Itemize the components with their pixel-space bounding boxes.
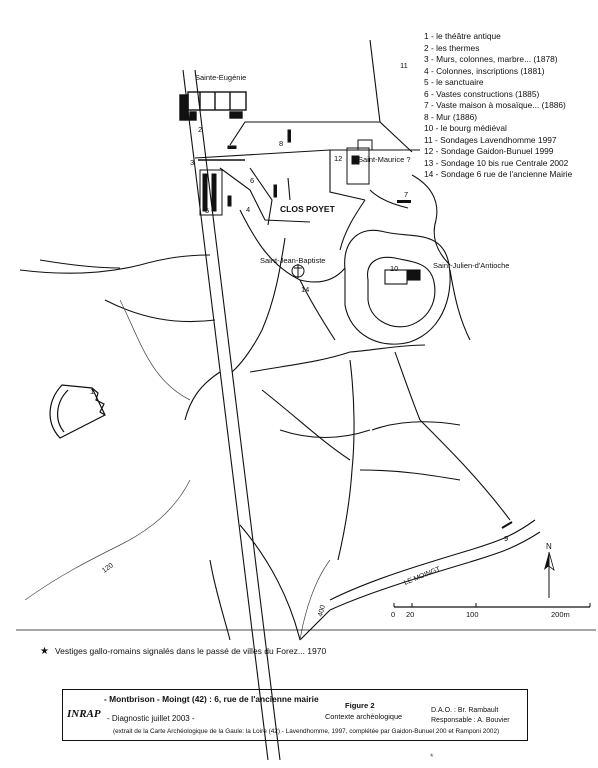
footnote-text: Vestiges gallo-romains signalés dans le passé de villes du Forez... 1970 xyxy=(54,646,327,656)
site-number-10: 10 xyxy=(390,264,399,273)
inrap-logo: INRAP xyxy=(67,708,101,720)
source-extract: (extrait de la Carte Archéologique de la Gaule: la Loire (42) - Lavendhomme, 1997, complétée par Gaidon-Bunuel 200 et Ramponi 2002) xyxy=(113,728,500,735)
site-number-9: 9 xyxy=(504,534,509,543)
contour-label-400: 400 xyxy=(317,604,327,618)
site-number-8: 8 xyxy=(279,139,284,148)
label-saint-maurice: Saint-Maurice ? xyxy=(358,155,411,164)
site-number-7: 7 xyxy=(404,190,409,199)
legend-item: 6 - Vastes constructions (1885) xyxy=(424,88,540,99)
church-symbol xyxy=(292,264,304,278)
legend-item: 10 - le bourg médiéval xyxy=(424,123,507,133)
north-label: N xyxy=(546,542,552,551)
site-number-11: 11 xyxy=(400,61,408,70)
contour-120 xyxy=(25,480,190,600)
dao-credit: D.A.O. : Br. Rambault xyxy=(431,707,499,714)
legend-item: 11 - Sondages Lavendhomme 1997 xyxy=(424,134,557,145)
label-le-moingt: LE MOINGT xyxy=(403,565,442,587)
site-number-3: 3 xyxy=(190,158,195,167)
cartouche-diagnostic: - Diagnostic juillet 2003 - xyxy=(107,714,195,723)
site-number-5: 5 xyxy=(205,206,210,215)
legend-item: 14 - Sondage 6 rue de l'ancienne Mairie xyxy=(424,169,573,179)
legend-item: 7 - Vaste maison à mosaïque... (1886) xyxy=(424,100,566,110)
sanctuary xyxy=(200,130,291,215)
site-number-6: 6 xyxy=(250,176,255,185)
north-arrow xyxy=(544,542,554,598)
scale-tick-0: 0 xyxy=(391,610,396,619)
site-number-14: 14 xyxy=(301,285,310,294)
responsable-credit: Responsable : A. Bouvier xyxy=(431,717,510,724)
scale-tick-200: 200m xyxy=(551,610,570,619)
scale-tick-100: 100 xyxy=(466,610,479,619)
cartouche-title: - Montbrison - Moingt (42) : 6, rue de l'ancienne mairie xyxy=(104,694,319,704)
scale-bar xyxy=(391,603,590,619)
footnote xyxy=(40,646,326,657)
medieval-town xyxy=(345,230,450,344)
contour-label-120: 120 xyxy=(101,562,115,575)
town-inner-wall xyxy=(368,257,435,326)
label-clos-poyet: CLOS POYET xyxy=(280,204,335,214)
site-7-mark xyxy=(397,200,411,203)
label-saint-julien: Saint-Julien-d'Antioche xyxy=(433,261,510,270)
legend-item: 12 - Sondage Gaidon-Bunuel 1999 xyxy=(424,146,554,156)
figure-number: Figure 2 xyxy=(345,701,375,710)
legend-item: 8 - Mur (1886) xyxy=(424,111,478,122)
figure-caption: Contexte archéologique xyxy=(325,712,403,721)
north-road xyxy=(370,40,380,122)
legend-item: 2 - les thermes xyxy=(424,42,480,53)
title-cartouche xyxy=(62,689,528,741)
legend-item: 3 - Murs, colonnes, marbre... (1878) xyxy=(424,54,558,64)
site-number-2: 2 xyxy=(198,125,203,134)
legend-item: 1 - le théâtre antique xyxy=(424,31,501,41)
theatre xyxy=(50,385,105,438)
site-number-1: 1 xyxy=(90,387,95,396)
legend-item: 5 - le sanctuaire xyxy=(424,77,484,87)
stray-mark: * xyxy=(430,752,434,762)
site-9-mark xyxy=(502,522,512,528)
contour-400 xyxy=(300,560,330,640)
site-number-4: 4 xyxy=(246,205,251,214)
legend-item: 13 - Sondage 10 bis rue Centrale 2002 xyxy=(424,157,569,168)
legend-item: 4 - Colonnes, inscriptions (1881) xyxy=(424,65,545,76)
label-saint-jean-baptiste: Saint-Jean-Baptiste xyxy=(260,256,326,265)
site-number-12: 12 xyxy=(334,154,343,163)
label-sainte-eugenie: Sainte-Eugénie xyxy=(195,73,247,82)
scale-tick-20: 20 xyxy=(406,610,415,619)
star-icon: ★ xyxy=(40,646,49,657)
contour-lines xyxy=(25,300,330,640)
map-legend xyxy=(424,31,596,181)
